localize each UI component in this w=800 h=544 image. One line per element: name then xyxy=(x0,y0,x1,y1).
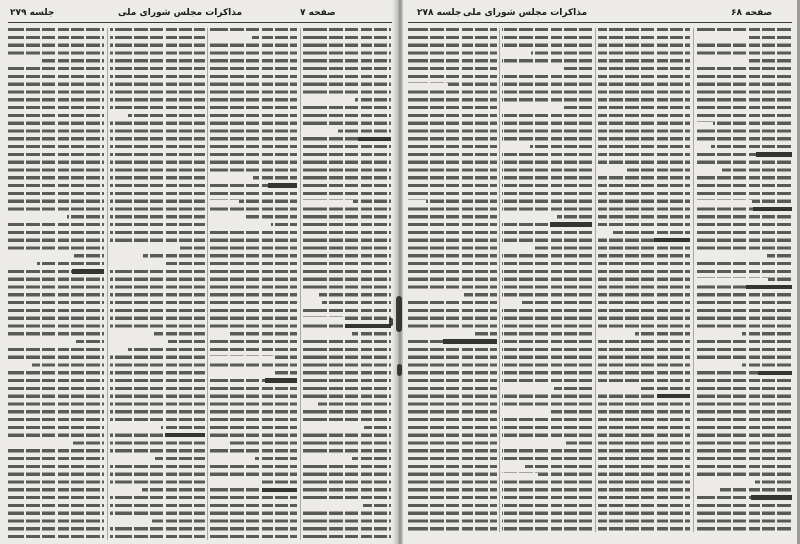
paragraph-end-space xyxy=(210,176,253,180)
paragraph-end-space xyxy=(502,246,535,250)
paragraph-end-space xyxy=(696,168,722,172)
paragraph-end-space xyxy=(696,122,713,126)
text-column-5 xyxy=(408,28,497,532)
scan-blot xyxy=(389,318,393,326)
paragraph-end-space xyxy=(110,254,143,258)
paragraph-end-space xyxy=(8,262,37,266)
speaker-heading-mark xyxy=(550,222,592,227)
header-rule xyxy=(408,22,792,23)
speaker-heading-mark xyxy=(756,152,792,157)
paragraph-end-space xyxy=(598,332,635,336)
left-page-session-number: جلسه ۲۷۹ xyxy=(10,8,55,18)
paragraph-end-space xyxy=(502,301,522,305)
text-column-2 xyxy=(110,28,205,540)
paragraph-end-space xyxy=(502,106,564,110)
paragraph-end-space xyxy=(303,301,322,305)
speaker-heading-mark xyxy=(268,183,297,188)
text-column-1 xyxy=(8,28,104,540)
paragraph-end-space xyxy=(696,36,747,40)
paragraph-end-space xyxy=(303,332,352,336)
paragraph-end-space xyxy=(303,129,338,133)
paragraph-end-space xyxy=(210,457,255,461)
speaker-heading-mark xyxy=(345,324,391,329)
speaker-heading-mark xyxy=(758,371,792,376)
paragraph-end-space xyxy=(303,317,344,321)
column-divider xyxy=(300,28,301,540)
paragraph-end-space xyxy=(8,59,42,63)
speaker-heading-mark xyxy=(165,433,205,438)
column-divider xyxy=(207,28,208,540)
paragraph-end-space xyxy=(210,332,228,336)
speaker-heading-mark xyxy=(358,137,391,142)
paragraph-end-space xyxy=(210,36,252,40)
column-divider xyxy=(499,28,500,532)
paragraph-end-space xyxy=(210,480,260,484)
paragraph-end-space xyxy=(408,200,426,204)
column-divider xyxy=(595,28,596,532)
speaker-heading-mark xyxy=(657,394,690,399)
speaker-heading-mark xyxy=(265,378,297,383)
paragraph-end-space xyxy=(8,340,76,344)
paragraph-end-space xyxy=(210,200,239,204)
paragraph-end-space xyxy=(408,332,474,336)
column-divider xyxy=(107,28,108,540)
paragraph-end-space xyxy=(696,254,767,258)
paragraph-end-space xyxy=(303,98,355,102)
paragraph-end-space xyxy=(502,145,530,149)
paragraph-end-space xyxy=(303,200,353,204)
paragraph-end-space xyxy=(502,387,554,391)
right-page-session-number: جلسه ۲۷۸ xyxy=(417,8,462,18)
paragraph-end-space xyxy=(8,441,73,445)
speaker-heading-mark xyxy=(751,495,792,500)
paragraph-end-space xyxy=(598,387,641,391)
paragraph-end-space xyxy=(598,168,627,172)
paragraph-end-space xyxy=(408,293,464,297)
paragraph-end-space xyxy=(303,457,352,461)
column-divider xyxy=(693,28,694,532)
speaker-heading-mark xyxy=(262,488,297,493)
speaker-heading-mark xyxy=(753,207,792,212)
paragraph-end-space xyxy=(110,457,155,461)
left-page-running-title: مذاکرات مجلس شورای ملی xyxy=(118,8,243,18)
speaker-heading-mark xyxy=(443,339,497,344)
left-page-page-number: صفحه ۷ xyxy=(300,8,336,18)
speaker-heading-mark xyxy=(654,238,690,243)
paragraph-end-space xyxy=(110,332,154,336)
text-column-4 xyxy=(303,28,391,540)
speaker-heading-mark xyxy=(746,285,792,290)
paragraph-end-space xyxy=(502,473,538,477)
text-column-3 xyxy=(210,28,297,540)
speaker-heading-mark xyxy=(72,269,104,274)
paragraph-end-space xyxy=(110,262,164,266)
paragraph-end-space xyxy=(696,488,720,492)
paragraph-end-space xyxy=(210,223,271,227)
right-page-page-number: صفحه ۶۸ xyxy=(731,8,773,18)
paragraph-end-space xyxy=(502,215,557,219)
paragraph-end-space xyxy=(110,426,161,430)
right-page-running-title: مذاکرات مجلس شورای ملی xyxy=(463,8,588,18)
paragraph-end-space xyxy=(696,332,742,336)
paragraph-end-space xyxy=(696,200,752,204)
paragraph-end-space xyxy=(210,441,228,445)
paragraph-end-space xyxy=(696,59,746,63)
paragraph-end-space xyxy=(303,426,364,430)
paragraph-end-space xyxy=(408,83,448,87)
paragraph-end-space xyxy=(598,231,613,235)
paragraph-end-space xyxy=(110,348,128,352)
paragraph-end-space xyxy=(110,246,180,250)
text-column-7 xyxy=(598,28,690,532)
paragraph-end-space xyxy=(502,410,549,414)
paragraph-end-space xyxy=(110,488,142,492)
paragraph-end-space xyxy=(502,67,563,71)
paragraph-end-space xyxy=(303,402,318,406)
right-page xyxy=(403,0,797,544)
text-column-8 xyxy=(696,28,792,532)
scan-blot xyxy=(397,364,402,376)
scan-blot xyxy=(396,296,402,332)
paragraph-end-space xyxy=(303,293,319,297)
paragraph-end-space xyxy=(696,363,742,367)
paragraph-end-space xyxy=(110,114,128,118)
text-column-6 xyxy=(502,28,592,532)
paragraph-end-space xyxy=(696,278,768,282)
paragraph-end-space xyxy=(210,215,244,219)
paragraph-end-space xyxy=(210,371,273,375)
header-rule xyxy=(8,22,392,23)
paragraph-end-space xyxy=(8,215,67,219)
paragraph-end-space xyxy=(110,519,152,523)
paragraph-end-space xyxy=(502,465,525,469)
paragraph-end-space xyxy=(8,363,32,367)
paragraph-end-space xyxy=(502,441,566,445)
paragraph-end-space xyxy=(502,51,531,55)
paragraph-end-space xyxy=(8,254,74,258)
paragraph-end-space xyxy=(110,340,168,344)
paragraph-end-space xyxy=(210,356,273,360)
paragraph-end-space xyxy=(696,480,755,484)
paragraph-end-space xyxy=(303,504,363,508)
paragraph-end-space xyxy=(696,145,711,149)
left-page xyxy=(0,0,397,544)
